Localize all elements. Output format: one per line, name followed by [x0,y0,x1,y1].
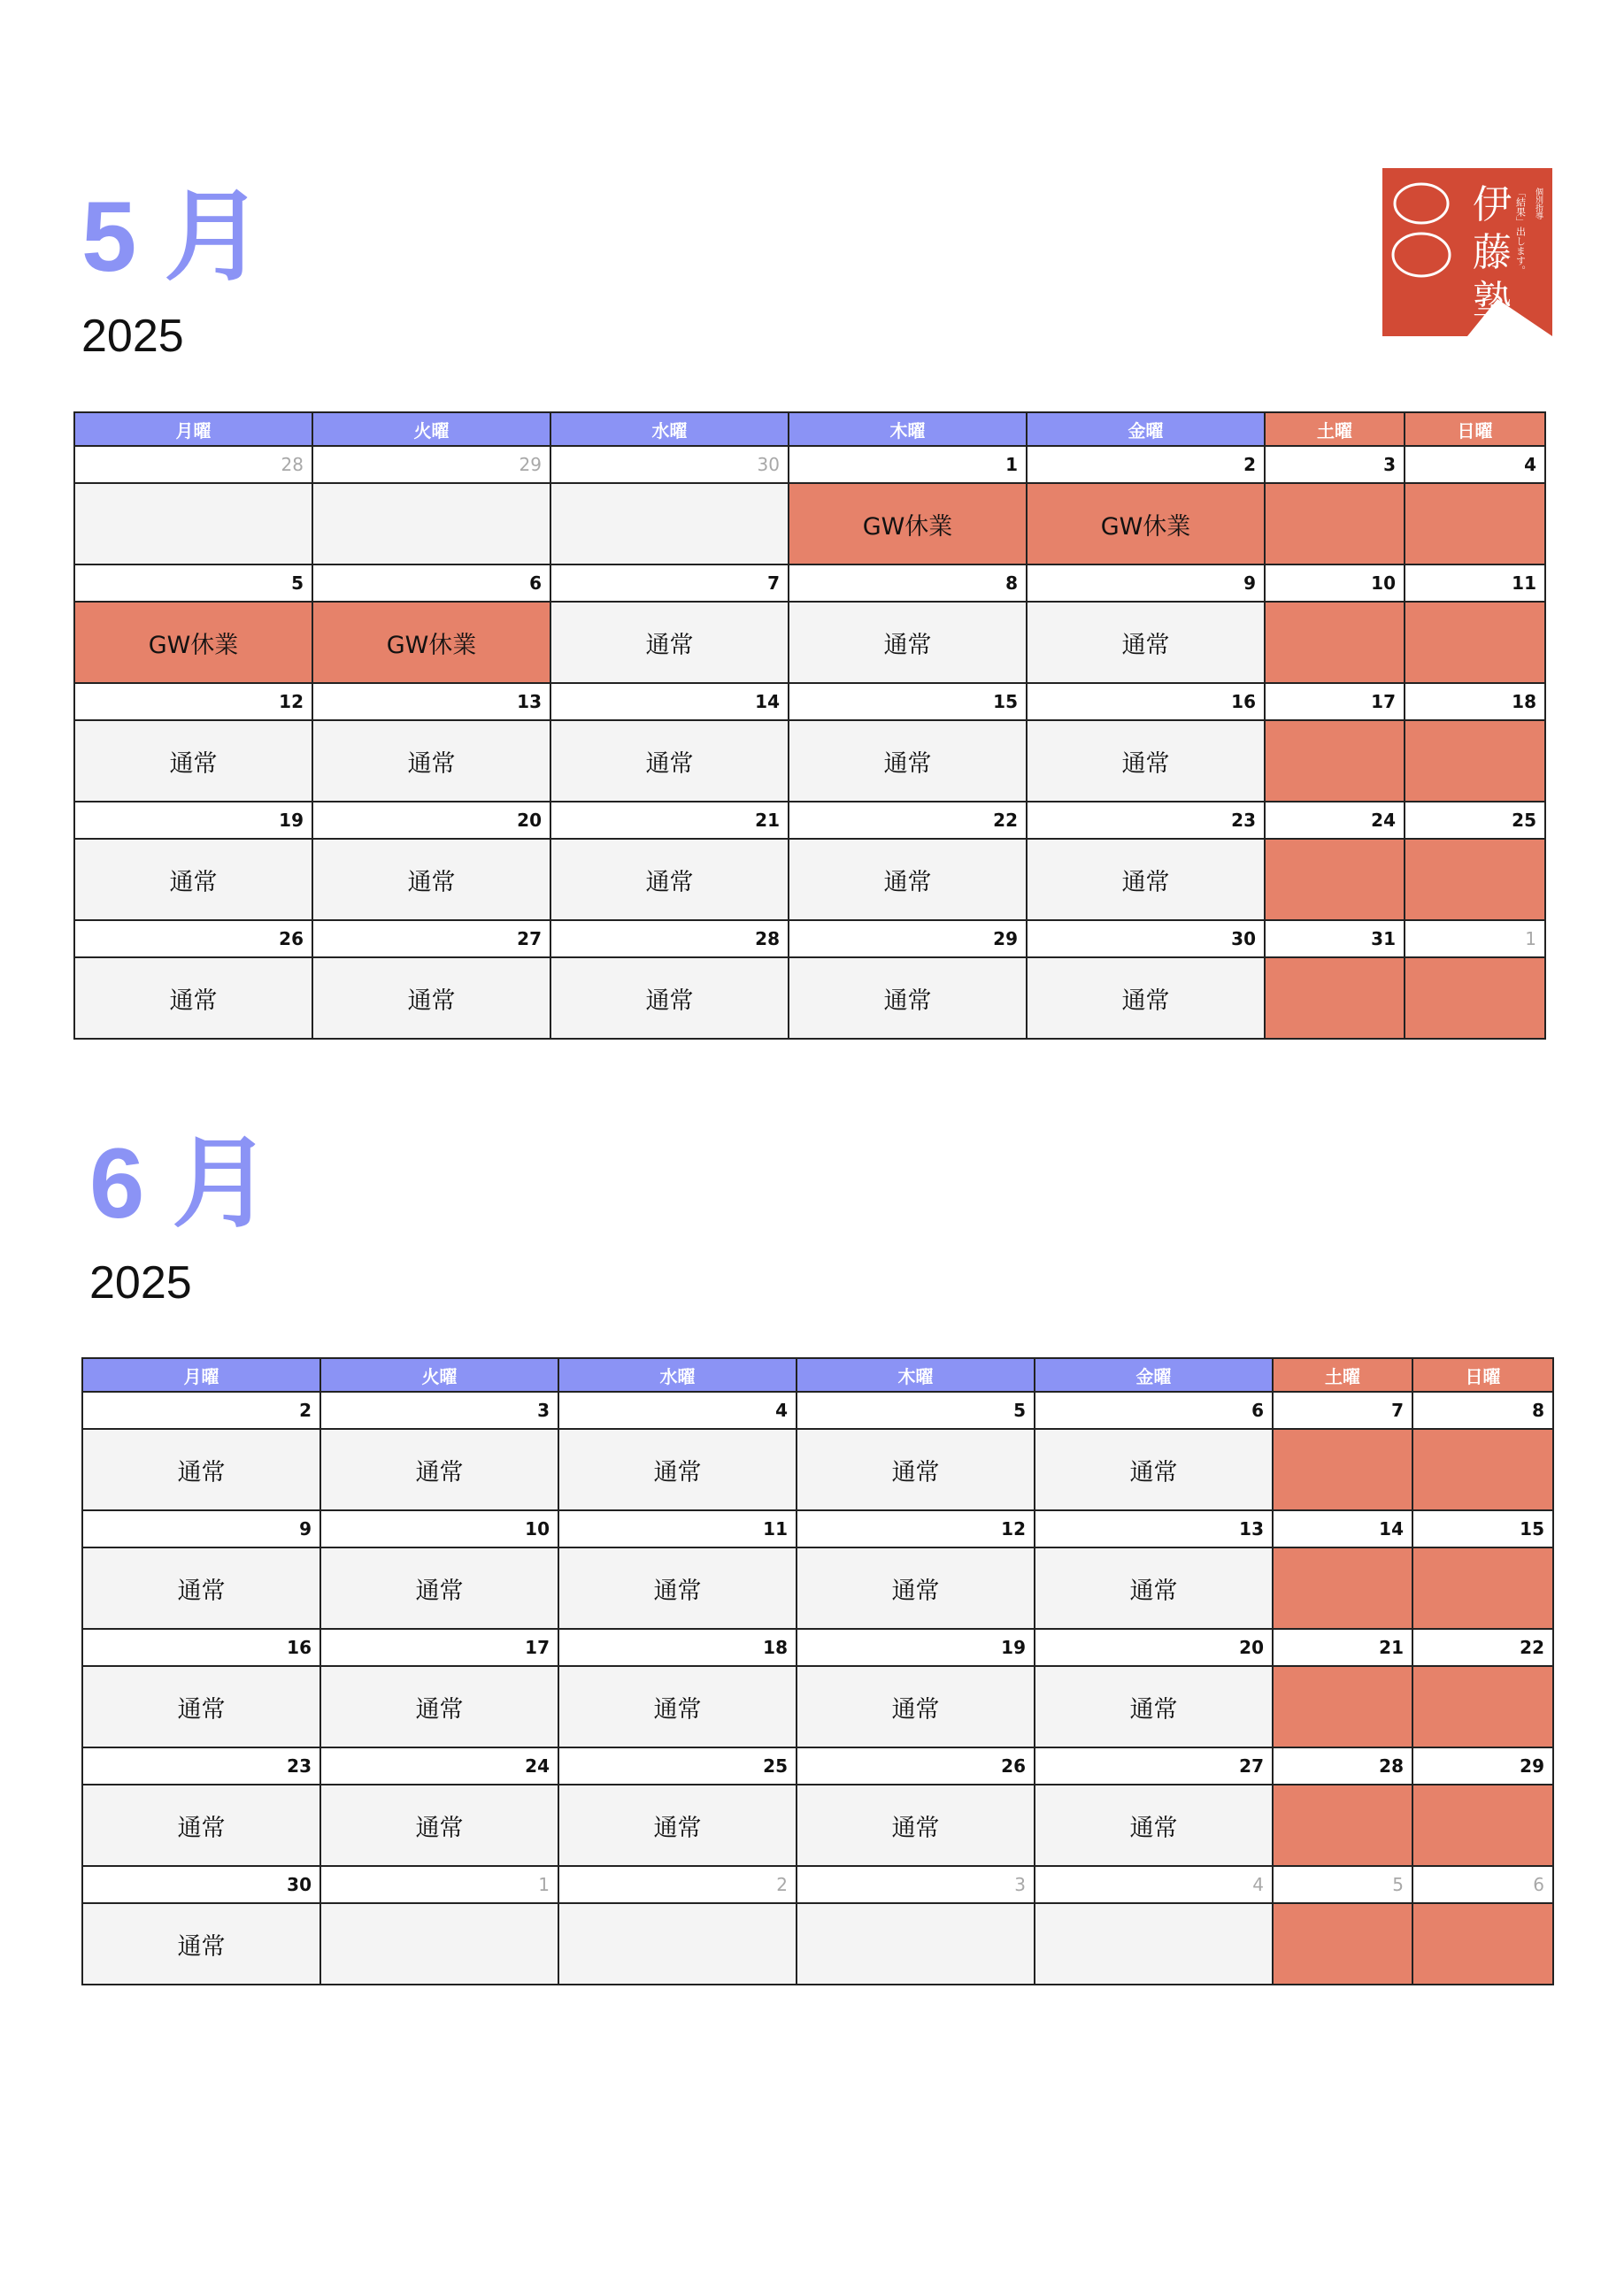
logo-subtitle: 個別指導 [1534,188,1543,219]
day-number: 6 [313,565,551,603]
day-status-cell: 通常 [797,1667,1035,1748]
day-status-cell: 通常 [321,1548,559,1630]
weekday-header: 火曜 [321,1359,559,1393]
day-status-cell: 通常 [313,958,551,1040]
day-number: 27 [313,921,551,958]
day-status-cell: 通常 [789,958,1028,1040]
day-number: 13 [1035,1511,1274,1548]
day-number: 19 [797,1630,1035,1667]
day-number: 16 [1028,684,1266,721]
calendar-may [73,411,1546,1040]
day-status-cell: 通常 [1035,1430,1274,1511]
day-number: 8 [1413,1393,1554,1430]
day-number: 29 [1413,1748,1554,1785]
day-number: 20 [1035,1630,1274,1667]
day-status-cell: 通常 [559,1667,797,1748]
day-number: 6 [1413,1867,1554,1904]
day-status-cell [1266,840,1405,921]
day-number: 21 [551,802,789,840]
day-number: 18 [1405,684,1546,721]
day-status-cell [313,484,551,565]
weekday-header: 日曜 [1405,413,1546,447]
day-status-cell: 通常 [1035,1785,1274,1867]
weekday-header: 月曜 [75,413,313,447]
day-number: 28 [1274,1748,1413,1785]
weekday-header: 水曜 [559,1359,797,1393]
day-number: 22 [1413,1630,1554,1667]
day-status-cell [1413,1548,1554,1630]
day-status-cell [559,1904,797,1985]
day-status-cell: 通常 [1035,1667,1274,1748]
day-number: 9 [83,1511,321,1548]
day-number: 18 [559,1630,797,1667]
day-status-cell [1405,484,1546,565]
day-number: 8 [789,565,1028,603]
day-number: 12 [75,684,313,721]
day-status-cell [551,484,789,565]
year-label: 2025 [81,311,184,362]
day-number: 17 [321,1630,559,1667]
day-status-cell: 通常 [797,1785,1035,1867]
day-status-cell: 通常 [83,1548,321,1630]
day-number: 29 [789,921,1028,958]
day-status-cell: 通常 [797,1430,1035,1511]
day-status-cell: 通常 [83,1785,321,1867]
day-number: 15 [789,684,1028,721]
calendar-june [81,1357,1554,1985]
day-status-cell: GW休業 [75,603,313,684]
day-number: 27 [1035,1748,1274,1785]
day-status-cell: 通常 [551,840,789,921]
logo-char: 伊 [1473,182,1512,227]
day-number: 19 [75,802,313,840]
day-number: 31 [1266,921,1405,958]
day-number: 22 [789,802,1028,840]
logo-background [1382,168,1552,336]
weekday-header: 水曜 [551,413,789,447]
day-number: 3 [797,1867,1035,1904]
weekday-header: 金曜 [1028,413,1266,447]
day-status-cell: GW休業 [313,603,551,684]
weekday-header: 火曜 [313,413,551,447]
day-number: 11 [559,1511,797,1548]
day-number: 16 [83,1630,321,1667]
day-status-cell: 通常 [551,603,789,684]
day-status-cell: 通常 [83,1430,321,1511]
weekday-header: 木曜 [797,1359,1035,1393]
weekday-header: 土曜 [1274,1359,1413,1393]
day-status-cell: 通常 [559,1430,797,1511]
day-number: 26 [75,921,313,958]
day-number: 24 [321,1748,559,1785]
day-number: 10 [1266,565,1405,603]
day-status-cell: 通常 [321,1667,559,1748]
day-status-cell: 通常 [83,1667,321,1748]
day-status-cell [1405,721,1546,802]
day-status-cell: 通常 [789,721,1028,802]
day-status-cell: 通常 [1028,603,1266,684]
day-status-cell: GW休業 [1028,484,1266,565]
day-number: 4 [1405,447,1546,484]
day-number: 17 [1266,684,1405,721]
day-status-cell: GW休業 [789,484,1028,565]
day-number: 4 [559,1393,797,1430]
day-status-cell: 通常 [83,1904,321,1985]
day-number: 23 [1028,802,1266,840]
month-title: 6 月 [89,1128,272,1239]
logo-char: 塾 [1473,278,1512,323]
logo-char: 藤 [1473,230,1512,275]
day-number: 30 [1028,921,1266,958]
day-number: 4 [1035,1867,1274,1904]
day-status-cell [75,484,313,565]
day-status-cell: 通常 [1028,721,1266,802]
day-status-cell: 通常 [321,1430,559,1511]
month-title: 5 月 [81,181,264,292]
day-status-cell: 通常 [313,840,551,921]
day-number: 2 [559,1867,797,1904]
year-label: 2025 [89,1257,192,1309]
day-number: 13 [313,684,551,721]
day-number: 5 [1274,1867,1413,1904]
day-number: 29 [313,447,551,484]
day-number: 25 [1405,802,1546,840]
day-number: 30 [551,447,789,484]
day-status-cell: 通常 [1028,840,1266,921]
day-status-cell [1413,1904,1554,1985]
day-status-cell [1274,1785,1413,1867]
day-number: 1 [789,447,1028,484]
day-status-cell [1035,1904,1274,1985]
day-status-cell: 通常 [321,1785,559,1867]
day-number: 12 [797,1511,1035,1548]
day-status-cell: 通常 [789,840,1028,921]
day-number: 2 [83,1393,321,1430]
day-number: 3 [321,1393,559,1430]
day-status-cell [321,1904,559,1985]
day-status-cell [1266,958,1405,1040]
weekday-header: 土曜 [1266,413,1405,447]
day-number: 5 [797,1393,1035,1430]
day-status-cell [1266,484,1405,565]
day-status-cell: 通常 [789,603,1028,684]
day-status-cell [1274,1667,1413,1748]
weekday-header: 日曜 [1413,1359,1554,1393]
day-status-cell [1274,1430,1413,1511]
day-number: 20 [313,802,551,840]
day-number: 26 [797,1748,1035,1785]
day-number: 28 [551,921,789,958]
day-number: 7 [1274,1393,1413,1430]
day-number: 10 [321,1511,559,1548]
logo-tagline: 「結果」出します。 [1514,188,1527,275]
day-number: 11 [1405,565,1546,603]
day-status-cell [1274,1904,1413,1985]
weekday-header: 月曜 [83,1359,321,1393]
day-status-cell: 通常 [551,958,789,1040]
day-number: 23 [83,1748,321,1785]
day-number: 3 [1266,447,1405,484]
day-status-cell: 通常 [551,721,789,802]
day-number: 2 [1028,447,1266,484]
day-status-cell [1266,603,1405,684]
day-status-cell [1274,1548,1413,1630]
day-status-cell [1413,1667,1554,1748]
day-status-cell [797,1904,1035,1985]
day-status-cell [1413,1430,1554,1511]
ito-juku-logo [1382,168,1552,336]
day-status-cell: 通常 [75,840,313,921]
day-number: 15 [1413,1511,1554,1548]
day-status-cell [1405,603,1546,684]
weekday-header: 金曜 [1035,1359,1274,1393]
day-status-cell: 通常 [559,1785,797,1867]
day-number: 6 [1035,1393,1274,1430]
weekday-header: 木曜 [789,413,1028,447]
day-number: 1 [1405,921,1546,958]
day-status-cell [1405,958,1546,1040]
day-status-cell [1266,721,1405,802]
day-status-cell: 通常 [559,1548,797,1630]
day-number: 24 [1266,802,1405,840]
day-number: 9 [1028,565,1266,603]
day-number: 14 [1274,1511,1413,1548]
day-number: 1 [321,1867,559,1904]
day-status-cell: 通常 [75,958,313,1040]
day-number: 7 [551,565,789,603]
day-status-cell: 通常 [1028,958,1266,1040]
day-number: 25 [559,1748,797,1785]
day-status-cell: 通常 [1035,1548,1274,1630]
day-number: 14 [551,684,789,721]
day-status-cell: 通常 [313,721,551,802]
day-status-cell [1413,1785,1554,1867]
day-status-cell [1405,840,1546,921]
day-number: 21 [1274,1630,1413,1667]
day-status-cell: 通常 [75,721,313,802]
day-number: 28 [75,447,313,484]
day-status-cell: 通常 [797,1548,1035,1630]
day-number: 30 [83,1867,321,1904]
day-number: 5 [75,565,313,603]
